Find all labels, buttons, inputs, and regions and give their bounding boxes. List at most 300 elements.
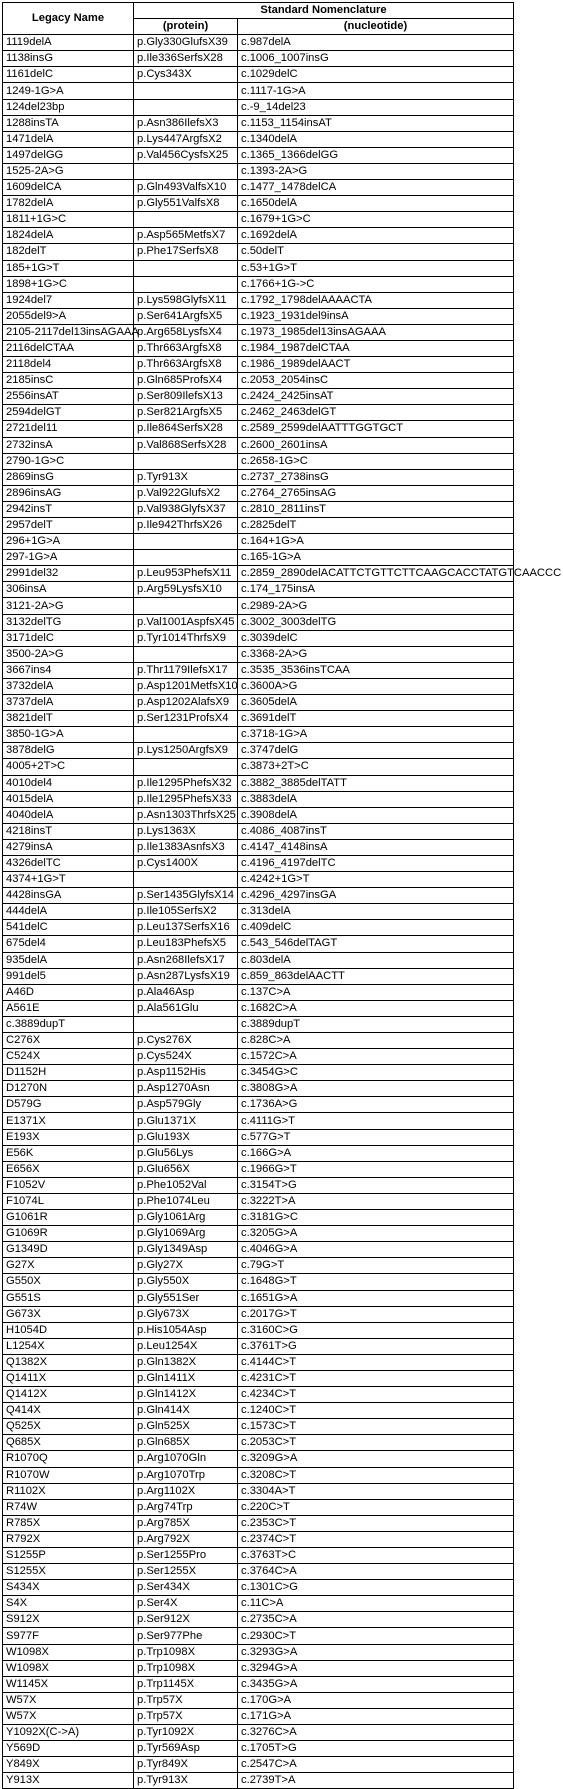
- legacy-name-cell: Y569D: [3, 1741, 134, 1757]
- nucleotide-cell: c.313delA: [238, 904, 514, 920]
- nucleotide-cell: c.4196_4197delTC: [238, 855, 514, 871]
- legacy-name-cell: E193X: [3, 1129, 134, 1145]
- legacy-name-cell: 306insA: [3, 582, 134, 598]
- nucleotide-cell: c.4147_4148insA: [238, 839, 514, 855]
- table-row: [3, 1564, 514, 1580]
- nucleotide-cell: c.3605delA: [238, 695, 514, 711]
- protein-cell: p.Ile942ThrfsX26: [134, 518, 238, 534]
- legacy-name-cell: R1070W: [3, 1467, 134, 1483]
- nucleotide-cell: c.2353C>T: [238, 1515, 514, 1531]
- legacy-name-cell: 675del4: [3, 936, 134, 952]
- protein-cell: p.Arg785X: [134, 1515, 238, 1531]
- table-row: [3, 228, 514, 244]
- protein-cell: p.Lys1363X: [134, 823, 238, 839]
- table-row: [3, 1660, 514, 1676]
- table-row: [3, 518, 514, 534]
- legacy-name-cell: S1255X: [3, 1564, 134, 1580]
- legacy-name-cell: 2869insG: [3, 469, 134, 485]
- table-row: [3, 1049, 514, 1065]
- protein-cell: p.Gly550X: [134, 1274, 238, 1290]
- legacy-name-cell: S4X: [3, 1596, 134, 1612]
- nucleotide-cell: c.1651G>A: [238, 1290, 514, 1306]
- table-row: [3, 51, 514, 67]
- table-row: [3, 1306, 514, 1322]
- legacy-name-cell: 3500-2A>G: [3, 646, 134, 662]
- nucleotide-cell: c.4144C>T: [238, 1354, 514, 1370]
- protein-cell: p.Ser434X: [134, 1580, 238, 1596]
- legacy-name-cell: G1349D: [3, 1242, 134, 1258]
- nucleotide-cell: c.1365_1366delGG: [238, 147, 514, 163]
- legacy-name-cell: 935delA: [3, 952, 134, 968]
- nucleotide-cell: c.2735C>A: [238, 1612, 514, 1628]
- table-header: [3, 3, 514, 35]
- table-row: [3, 1451, 514, 1467]
- table-row: [3, 1290, 514, 1306]
- protein-cell: p.Gln493ValfsX10: [134, 180, 238, 196]
- protein-cell: [134, 276, 238, 292]
- table-row: [3, 855, 514, 871]
- protein-cell: p.Arg1070Gln: [134, 1451, 238, 1467]
- nucleotide-cell: c.174_175insA: [238, 582, 514, 598]
- table-row: [3, 920, 514, 936]
- table-row: [3, 1242, 514, 1258]
- nucleotide-cell: c.2374C>T: [238, 1531, 514, 1547]
- protein-cell: p.Gln1382X: [134, 1354, 238, 1370]
- table-row: [3, 1725, 514, 1741]
- table-row: [3, 1612, 514, 1628]
- legacy-name-cell: E56K: [3, 1145, 134, 1161]
- table-row: [3, 1016, 514, 1032]
- nucleotide-cell: c.1736A>G: [238, 1097, 514, 1113]
- protein-cell: p.Gly27X: [134, 1258, 238, 1274]
- table-row: [3, 678, 514, 694]
- protein-cell: p.Ile864SerfsX28: [134, 421, 238, 437]
- legacy-name-cell: A46D: [3, 984, 134, 1000]
- protein-cell: [134, 260, 238, 276]
- protein-cell: p.Ser912X: [134, 1612, 238, 1628]
- table-row: [3, 180, 514, 196]
- legacy-name-cell: 4218insT: [3, 823, 134, 839]
- table-row: [3, 276, 514, 292]
- legacy-name-cell: G27X: [3, 1258, 134, 1274]
- legacy-name-cell: 3821delT: [3, 711, 134, 727]
- protein-cell: p.Asn386IlefsX3: [134, 115, 238, 131]
- table-row: [3, 1387, 514, 1403]
- legacy-name-cell: 3667ins4: [3, 662, 134, 678]
- nucleotide-cell: c.2989-2A>G: [238, 598, 514, 614]
- legacy-name-cell: 1609delCA: [3, 180, 134, 196]
- protein-cell: p.Glu1371X: [134, 1113, 238, 1129]
- protein-cell: p.Ala561Glu: [134, 1000, 238, 1016]
- protein-cell: p.Lys447ArgfsX2: [134, 131, 238, 147]
- table-row: [3, 968, 514, 984]
- nucleotide-cell: c.166G>A: [238, 1145, 514, 1161]
- table-row: [3, 1145, 514, 1161]
- nucleotide-cell: c.1573C>T: [238, 1419, 514, 1435]
- legacy-name-cell: 2957delT: [3, 518, 134, 534]
- protein-cell: p.Trp1145X: [134, 1676, 238, 1692]
- nucleotide-cell: c.171G>A: [238, 1708, 514, 1724]
- legacy-name-cell: 2594delGT: [3, 405, 134, 421]
- nucleotide-cell: c.2547C>A: [238, 1757, 514, 1773]
- legacy-name-cell: 4428insGA: [3, 888, 134, 904]
- protein-cell: p.Ser1231ProfsX4: [134, 711, 238, 727]
- table-row: [3, 839, 514, 855]
- legacy-name-cell: R1070Q: [3, 1451, 134, 1467]
- legacy-name-cell: W57X: [3, 1692, 134, 1708]
- nucleotide-cell: c.3205G>A: [238, 1226, 514, 1242]
- nucleotide-cell: c.1766+1G->C: [238, 276, 514, 292]
- protein-cell: p.Gly1061Arg: [134, 1210, 238, 1226]
- table-row: [3, 630, 514, 646]
- protein-cell: p.Glu56Lys: [134, 1145, 238, 1161]
- legacy-name-cell: 1525-2A>G: [3, 163, 134, 179]
- nucleotide-cell: c.1301C>G: [238, 1580, 514, 1596]
- legacy-name-cell: 2732insA: [3, 437, 134, 453]
- table-row: [3, 1419, 514, 1435]
- legacy-name-cell: W1145X: [3, 1676, 134, 1692]
- table-row: [3, 582, 514, 598]
- nucleotide-cell: c.164+1G>A: [238, 534, 514, 550]
- protein-cell: [134, 212, 238, 228]
- protein-cell: [134, 534, 238, 550]
- table-row: [3, 888, 514, 904]
- table-row: [3, 662, 514, 678]
- legacy-name-cell: 296+1G>A: [3, 534, 134, 550]
- nucleotide-cell: c.4046G>A: [238, 1242, 514, 1258]
- table-row: [3, 67, 514, 83]
- protein-cell: p.Ser1255Pro: [134, 1548, 238, 1564]
- nucleotide-cell: c.409delC: [238, 920, 514, 936]
- nucleotide-cell: c.3039delC: [238, 630, 514, 646]
- nucleotide-cell: c.4242+1G>T: [238, 872, 514, 888]
- protein-cell: p.Gly1349Asp: [134, 1242, 238, 1258]
- table-row: [3, 566, 514, 582]
- nucleotide-cell: c.4111G>T: [238, 1113, 514, 1129]
- protein-cell: [134, 598, 238, 614]
- nucleotide-cell: c.3718-1G>A: [238, 727, 514, 743]
- protein-cell: p.Trp57X: [134, 1708, 238, 1724]
- table-row: [3, 1515, 514, 1531]
- table-row: [3, 759, 514, 775]
- nomenclature-table-container: [2, 2, 562, 1789]
- protein-cell: p.Asp1270Asn: [134, 1081, 238, 1097]
- protein-cell: p.Arg658LysfsX4: [134, 324, 238, 340]
- table-row: [3, 807, 514, 823]
- protein-cell: p.Gly673X: [134, 1306, 238, 1322]
- nucleotide-cell: c.1692delA: [238, 228, 514, 244]
- nucleotide-cell: c.3883delA: [238, 791, 514, 807]
- legacy-name-cell: 4010del4: [3, 775, 134, 791]
- nucleotide-cell: c.3209G>A: [238, 1451, 514, 1467]
- table-row: [3, 550, 514, 566]
- protein-cell: [134, 727, 238, 743]
- protein-cell: p.Leu1254X: [134, 1338, 238, 1354]
- table-body: [3, 35, 562, 1789]
- table-row: [3, 373, 514, 389]
- legacy-name-cell: 2185insC: [3, 373, 134, 389]
- protein-cell: p.Gln685X: [134, 1435, 238, 1451]
- table-row: [3, 1692, 514, 1708]
- nucleotide-cell: c.170G>A: [238, 1692, 514, 1708]
- protein-cell: [134, 872, 238, 888]
- table-row: [3, 453, 514, 469]
- protein-cell: p.Gln414X: [134, 1403, 238, 1419]
- nucleotide-cell: c.2930C>T: [238, 1628, 514, 1644]
- protein-cell: p.Asn268IlefsX17: [134, 952, 238, 968]
- protein-cell: [134, 99, 238, 115]
- protein-cell: p.Cys343X: [134, 67, 238, 83]
- legacy-name-cell: W57X: [3, 1708, 134, 1724]
- table-row: [3, 1467, 514, 1483]
- table-row: [3, 389, 514, 405]
- protein-cell: p.Val938GlyfsX37: [134, 501, 238, 517]
- protein-cell: [134, 453, 238, 469]
- protein-cell: p.Ser821ArgfsX5: [134, 405, 238, 421]
- table-row: [3, 727, 514, 743]
- table-row: [3, 984, 514, 1000]
- table-row: [3, 469, 514, 485]
- table-row: [3, 904, 514, 920]
- nucleotide-cell: c.3293G>A: [238, 1644, 514, 1660]
- table-row: [3, 1322, 514, 1338]
- legacy-name-cell: 1782delA: [3, 196, 134, 212]
- legacy-name-cell: 991del5: [3, 968, 134, 984]
- legacy-name-cell: 1471delA: [3, 131, 134, 147]
- nucleotide-cell: c.1923_1931del9insA: [238, 308, 514, 324]
- nucleotide-cell: c.3208C>T: [238, 1467, 514, 1483]
- table-row: [3, 421, 514, 437]
- protein-cell: p.Ser4X: [134, 1596, 238, 1612]
- protein-cell: [134, 646, 238, 662]
- protein-cell: p.Asn1303ThrfsX25: [134, 807, 238, 823]
- nucleotide-cell: c.4296_4297insGA: [238, 888, 514, 904]
- table-row: [3, 711, 514, 727]
- nucleotide-cell: c.3368-2A>G: [238, 646, 514, 662]
- legacy-name-cell: c.3889dupT: [3, 1016, 134, 1032]
- legacy-name-cell: 3732delA: [3, 678, 134, 694]
- table-row: [3, 1274, 514, 1290]
- legacy-name-cell: R792X: [3, 1531, 134, 1547]
- table-row: [3, 1435, 514, 1451]
- nucleotide-cell: c.3764C>A: [238, 1564, 514, 1580]
- nucleotide-cell: c.1650delA: [238, 196, 514, 212]
- legacy-name-cell: G550X: [3, 1274, 134, 1290]
- table-row: [3, 1161, 514, 1177]
- protein-cell: p.Ile1383AsnfsX3: [134, 839, 238, 855]
- protein-cell: p.Cys276X: [134, 1033, 238, 1049]
- legacy-name-cell: 1138insG: [3, 51, 134, 67]
- table-row: [3, 775, 514, 791]
- nucleotide-cell: c.220C>T: [238, 1499, 514, 1515]
- table-row: [3, 614, 514, 630]
- nucleotide-cell: c.987delA: [238, 35, 514, 51]
- nucleotide-cell: c.2017G>T: [238, 1306, 514, 1322]
- nucleotide-cell: c.3600A>G: [238, 678, 514, 694]
- table-row: [3, 1033, 514, 1049]
- nucleotide-cell: c.2600_2601insA: [238, 437, 514, 453]
- table-row: [3, 1113, 514, 1129]
- protein-cell: p.Ile105SerfsX2: [134, 904, 238, 920]
- table-row: [3, 1210, 514, 1226]
- protein-cell: p.Trp1098X: [134, 1660, 238, 1676]
- legacy-name-cell: A561E: [3, 1000, 134, 1016]
- legacy-name-cell: 2105-2117del13insAGAAA: [3, 324, 134, 340]
- protein-cell: p.Gly1069Arg: [134, 1226, 238, 1242]
- nucleotide-cell: c.4234C>T: [238, 1387, 514, 1403]
- legacy-name-cell: Q1411X: [3, 1370, 134, 1386]
- table-row: [3, 485, 514, 501]
- protein-cell: p.Val922GlufsX2: [134, 485, 238, 501]
- protein-cell: p.Val868SerfsX28: [134, 437, 238, 453]
- table-row: [3, 1741, 514, 1757]
- nucleotide-cell: c.1705T>G: [238, 1741, 514, 1757]
- table-row: [3, 163, 514, 179]
- nucleotide-cell: c.828C>A: [238, 1033, 514, 1049]
- nucleotide-cell: c.3747delG: [238, 743, 514, 759]
- protein-cell: p.Ile1295PhefsX33: [134, 791, 238, 807]
- nucleotide-cell: c.2658-1G>C: [238, 453, 514, 469]
- nucleotide-cell: c.2739T>A: [238, 1773, 514, 1789]
- protein-cell: p.Thr663ArgfsX8: [134, 357, 238, 373]
- legacy-name-cell: F1052V: [3, 1177, 134, 1193]
- legacy-name-cell: 3171delC: [3, 630, 134, 646]
- nucleotide-cell: c.3002_3003delTG: [238, 614, 514, 630]
- table-row: [3, 1370, 514, 1386]
- table-row: [3, 1403, 514, 1419]
- protein-cell: p.Arg74Trp: [134, 1499, 238, 1515]
- nucleotide-cell: c.577G>T: [238, 1129, 514, 1145]
- legacy-name-cell: 1288insTA: [3, 115, 134, 131]
- legacy-name-cell: 3878delG: [3, 743, 134, 759]
- legacy-name-cell: R785X: [3, 1515, 134, 1531]
- nucleotide-cell: c.2589_2599delAATTTGGTGCT: [238, 421, 514, 437]
- header-row-top: [3, 3, 514, 19]
- protein-cell: p.Asp1201MetfsX10: [134, 678, 238, 694]
- legacy-name-cell: 2991del32: [3, 566, 134, 582]
- table-row: [3, 791, 514, 807]
- legacy-name-cell: 1119delA: [3, 35, 134, 51]
- legacy-name-cell: Y913X: [3, 1773, 134, 1789]
- nucleotide-cell: c.3761T>G: [238, 1338, 514, 1354]
- nucleotide-cell: c.1340delA: [238, 131, 514, 147]
- table-row: [3, 1129, 514, 1145]
- table-row: [3, 308, 514, 324]
- nucleotide-cell: c.1240C>T: [238, 1403, 514, 1419]
- protein-cell: p.His1054Asp: [134, 1322, 238, 1338]
- table-row: [3, 823, 514, 839]
- protein-cell: p.Asp565MetfsX7: [134, 228, 238, 244]
- table-row: [3, 695, 514, 711]
- table-row: [3, 743, 514, 759]
- nucleotide-cell: c.2737_2738insG: [238, 469, 514, 485]
- legacy-name-cell: 4015delA: [3, 791, 134, 807]
- nucleotide-cell: c.1648G>T: [238, 1274, 514, 1290]
- legacy-name-cell: 4005+2T>C: [3, 759, 134, 775]
- nucleotide-cell: c.3276C>A: [238, 1725, 514, 1741]
- legacy-name-cell: 1161delC: [3, 67, 134, 83]
- protein-cell: p.Ser977Phe: [134, 1628, 238, 1644]
- nucleotide-cell: c.543_546delTAGT: [238, 936, 514, 952]
- nucleotide-cell: c.2825delT: [238, 518, 514, 534]
- legacy-name-cell: 3850-1G>A: [3, 727, 134, 743]
- nucleotide-cell: c.1572C>A: [238, 1049, 514, 1065]
- legacy-name-cell: 1811+1G>C: [3, 212, 134, 228]
- nucleotide-cell: c.50delT: [238, 244, 514, 260]
- nucleotide-cell: c.3691delT: [238, 711, 514, 727]
- legacy-name-cell: D1270N: [3, 1081, 134, 1097]
- table-row: [3, 598, 514, 614]
- legacy-name-cell: 2116delCTAA: [3, 340, 134, 356]
- table-row: [3, 1000, 514, 1016]
- nucleotide-cell: c.1792_1798delAAAACTA: [238, 292, 514, 308]
- legacy-name-cell: Y1092X(C->A): [3, 1725, 134, 1741]
- legacy-name-cell: 2556insAT: [3, 389, 134, 405]
- table-row: [3, 99, 514, 115]
- legacy-name-cell: 2790-1G>C: [3, 453, 134, 469]
- legacy-name-cell: Q1382X: [3, 1354, 134, 1370]
- protein-cell: p.Lys598GlyfsX11: [134, 292, 238, 308]
- nucleotide-cell: c.1029delC: [238, 67, 514, 83]
- protein-cell: p.Leu953PhefsX11: [134, 566, 238, 582]
- nucleotide-cell: c.1682C>A: [238, 1000, 514, 1016]
- nucleotide-cell: c.3304A>T: [238, 1483, 514, 1499]
- table-row: [3, 501, 514, 517]
- protein-cell: p.Arg1070Trp: [134, 1467, 238, 1483]
- legacy-name-cell: Q1412X: [3, 1387, 134, 1403]
- protein-cell: p.Ser1255X: [134, 1564, 238, 1580]
- nucleotide-cell: c.3908delA: [238, 807, 514, 823]
- legacy-name-cell: F1074L: [3, 1193, 134, 1209]
- legacy-name-cell: Q525X: [3, 1419, 134, 1435]
- nucleotide-cell: c.4231C>T: [238, 1370, 514, 1386]
- protein-header: (protein): [134, 19, 238, 35]
- nucleotide-cell: c.3889dupT: [238, 1016, 514, 1032]
- nucleotide-cell: c.2424_2425insAT: [238, 389, 514, 405]
- legacy-name-cell: E656X: [3, 1161, 134, 1177]
- table-row: [3, 1258, 514, 1274]
- nucleotide-cell: c.1153_1154insAT: [238, 115, 514, 131]
- protein-cell: p.Cys1400X: [134, 855, 238, 871]
- protein-cell: p.Val456CysfsX25: [134, 147, 238, 163]
- legacy-name-cell: 1898+1G>C: [3, 276, 134, 292]
- protein-cell: p.Asn287LysfsX19: [134, 968, 238, 984]
- protein-cell: p.Phe17SerfsX8: [134, 244, 238, 260]
- legacy-name-cell: 4374+1G>T: [3, 872, 134, 888]
- nucleotide-cell: c.53+1G>T: [238, 260, 514, 276]
- nucleotide-cell: c.1477_1478delCA: [238, 180, 514, 196]
- protein-cell: p.Ser809IlefsX13: [134, 389, 238, 405]
- protein-cell: p.Tyr569Asp: [134, 1741, 238, 1757]
- protein-cell: [134, 163, 238, 179]
- protein-cell: p.Cys524X: [134, 1049, 238, 1065]
- protein-cell: p.Glu656X: [134, 1161, 238, 1177]
- legacy-name-cell: 1497delGG: [3, 147, 134, 163]
- legacy-name-cell: 1249-1G>A: [3, 83, 134, 99]
- legacy-name-cell: 3132delTG: [3, 614, 134, 630]
- standard-nomenclature-header: Standard Nomenclature: [134, 3, 514, 19]
- legacy-name-cell: S1255P: [3, 1548, 134, 1564]
- nucleotide-cell: c.3154T>G: [238, 1177, 514, 1193]
- table-row: [3, 324, 514, 340]
- legacy-name-cell: G1061R: [3, 1210, 134, 1226]
- legacy-name-cell: W1098X: [3, 1660, 134, 1676]
- protein-cell: p.Tyr849X: [134, 1757, 238, 1773]
- protein-cell: p.Tyr1092X: [134, 1725, 238, 1741]
- legacy-name-cell: 2896insAG: [3, 485, 134, 501]
- nucleotide-cell: c.-9_14del23: [238, 99, 514, 115]
- protein-cell: [134, 759, 238, 775]
